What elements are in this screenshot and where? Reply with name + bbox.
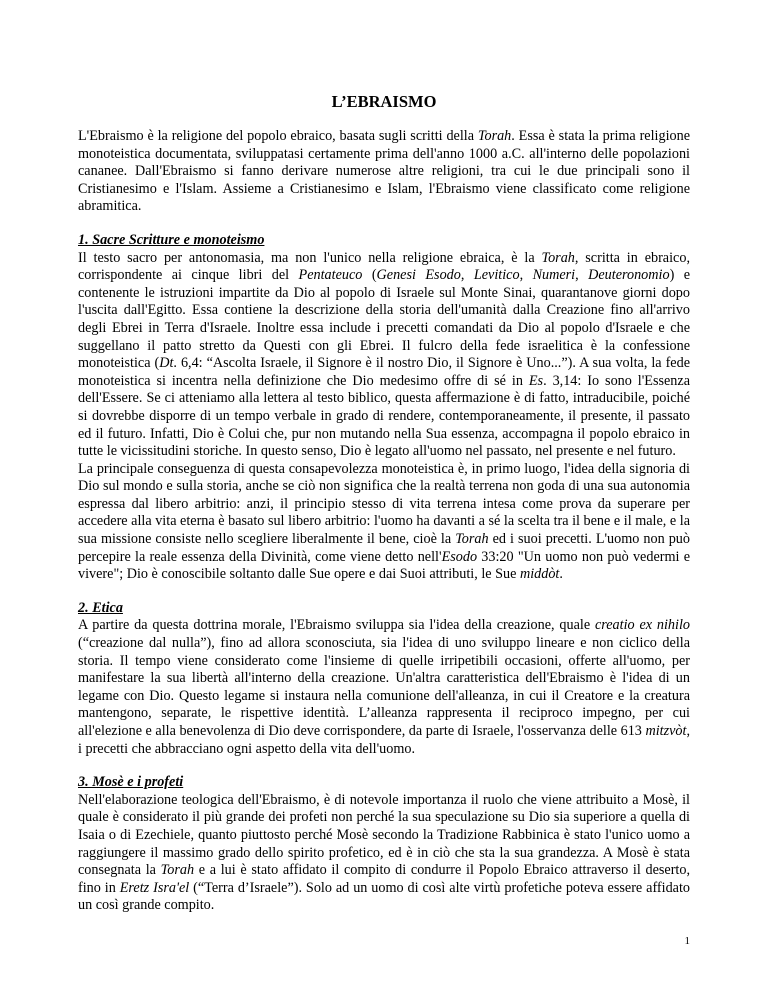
document-page xyxy=(78,92,690,931)
text-run: , scritta in ebraico, corrispondente ai cinque libri del xyxy=(78,249,690,284)
text-run: ed i suoi precetti. L'uomo non può percepire la reale essenza della Divinità, come viene detto nell' xyxy=(78,531,690,565)
text-run: (“creazione dal nulla”), fino ad allora sconosciuta, sia l'idea di uno sviluppo lineare e non ciclico della storia. Il tempo viene considerato come l'insieme di quelle irripetibili occasioni, offerte all'uomo, per manifestare la sua libertà all'interno della creazione. Un'altra caratteristica dell'Ebraismo è l'idea di un legame con Dio. Questo legame si instaura nella comunione dell'alleanza, in cui il Creatore e la creatura mantengono, separate, le rispettive identità. L’alleanza rappresenta il reciproco impegno, per cui all'elezione e alla benevolenza di Dio deve corrispondere, da parte di Israele, l'osservanza delle 613 xyxy=(78,635,690,739)
text-run: . 6,4: “Ascolta Israele, il Signore è il nostro Dio, il Signore è Uno...”). A sua volta, la fede monoteistica si incentra nella definizione che Dio medesimo offre di sé in xyxy=(78,355,690,389)
text-run: , i precetti che abbracciano ogni aspetto della vita dell'uomo. xyxy=(78,723,690,757)
text-run: , xyxy=(519,267,533,284)
text-run: Nell'elaborazione teologica dell'Ebraismo, è di notevole importanza il ruolo che viene attribuito a Mosè, il quale è considerato il più grande dei profeti non perché la sua speculazione su Dio sia superiore a quella di Isaia o di Ezechiele, quanto piuttosto perché Mosè secondo la Tradizione Rabbinica è stato l'unico uomo a raggiungere il massimo grado dello spirito profetico, ed è in ciò che sta la sua grandezza. A Mosè è stata consegnata la xyxy=(78,791,690,879)
italic-term: Torah xyxy=(541,249,575,266)
italic-term: Torah xyxy=(455,531,489,548)
section-heading: 3. Mosè e i profeti xyxy=(78,774,184,791)
text-run: . 3,14: Io sono l'Essenza dell'Essere. Se ci atteniamo alla lettera al testo biblico, questa affermazione è di fatto, intraducibile, poiché si dovrebbe disporre di un tempo verbale in grado di rendere, contemporaneamente, il presente, il passato ed il futuro. Infatti, Dio è Colui che, pur non mutando nella Sua essenza, accompagna il popolo ebraico in tutte le vicissitudini storiche. In questo senso, Dio è legato all'uomo nel passato, nel presente e nel futuro. xyxy=(78,372,690,460)
text-run: . Essa è stata la prima religione monoteistica documentata, sviluppatasi certamente prima dell'anno 1000 a.C. all'interno delle popolazioni cananee. Dall'Ebraismo si fanno derivare numerose altre religioni, tra cui le due principali sono il Cristianesimo e l'Islam. Assieme a Cristianesimo e Islam, l'Ebraismo viene classificato come religione abramitica. xyxy=(78,128,690,215)
section-heading: 2. Etica xyxy=(78,599,123,616)
text-run: Il testo sacro per antonomasia, ma non l'unico nella religione ebraica, è la xyxy=(78,249,542,266)
text-run: 33:20 "Un uomo non può vedermi e vivere"; Dio è conoscibile soltanto dalle Sue opere e dai Suoi attributi, le Sue xyxy=(78,548,691,583)
italic-term: Torah xyxy=(160,862,195,879)
italic-term: Torah xyxy=(477,128,512,144)
italic-term: Genesi Esodo xyxy=(376,267,461,284)
text-run: A partire da questa dottrina morale, l'Ebraismo sviluppa sia l'idea della creazione, quale xyxy=(78,617,595,634)
italic-term: creatio ex nihilo xyxy=(594,617,690,634)
section-heading: 1. Sacre Scritture e monoteismo xyxy=(78,231,265,248)
italic-term: Levitico xyxy=(473,267,520,284)
body-paragraph xyxy=(78,461,690,584)
italic-term: mitzvòt xyxy=(645,723,687,739)
text-run: , xyxy=(460,267,474,284)
italic-term: Es xyxy=(528,372,544,389)
text-run: La principale conseguenza di questa consapevolezza monoteistica è, in primo luogo, l'idea della signoria di Dio sul mondo e sulla storia, anche se ciò non significa che la realtà terrena non goda di una sua autonomia espressa dal libero arbitrio: anzi, il principio stesso di vita terrena intesa come prova da superare per accedere alla vita eterna è basato sul libero arbitrio: l'uomo ha davanti a sé la scelta tra il bene e il male, e la sua missione consiste nello scegliere liberalmente il bene, cioè la xyxy=(78,460,690,548)
italic-term: Deuteronomio xyxy=(588,267,670,284)
page-number: 1 xyxy=(684,935,690,947)
text-run: (“Terra d’Israele”). Solo ad un uomo di così alte virtù profetiche poteva essere affidato un così grande compito. xyxy=(78,879,690,914)
body-paragraph xyxy=(78,617,690,758)
text-run: e a lui è stato affidato il compito di condurre il Popolo Ebraico attraverso il deserto, fino in xyxy=(78,862,690,896)
italic-term: Eretz Isra'el xyxy=(119,879,190,896)
italic-term: middòt xyxy=(519,566,560,583)
sections-container xyxy=(78,232,690,915)
section xyxy=(78,600,690,758)
italic-term: Esodo xyxy=(441,548,478,565)
italic-term: Pentateuco xyxy=(298,267,363,284)
body-paragraph xyxy=(78,250,690,461)
text-run: , xyxy=(575,267,589,284)
body-paragraph xyxy=(78,792,690,915)
text-run: ( xyxy=(362,267,377,284)
document-title: L’EBRAISMO xyxy=(331,92,437,111)
section xyxy=(78,774,690,915)
italic-term: Numeri xyxy=(532,267,576,284)
intro-paragraph xyxy=(78,128,690,216)
section xyxy=(78,232,690,584)
text-run: . xyxy=(559,566,563,583)
text-run: L'Ebraismo è la religione del popolo ebraico, basata sugli scritti della xyxy=(78,128,478,144)
italic-term: Dt xyxy=(159,355,174,372)
text-run: ) e contenente le istruzioni impartite da Dio al popolo di Israele sul Monte Sinai, quarantanove giorni dopo l'uscita dall'Egitto. Essa contiene la descrizione della storia dell'umanità dalla Creazione fino all'arrivo degli Ebrei in Terra d'Israele. Inoltre essa include i precetti comandati da Dio al popolo d'Israele e che suggellano il patto stretto da Questi con gli Ebrei. Il fulcro della fede israelitica è la confessione monoteistica ( xyxy=(78,267,691,372)
